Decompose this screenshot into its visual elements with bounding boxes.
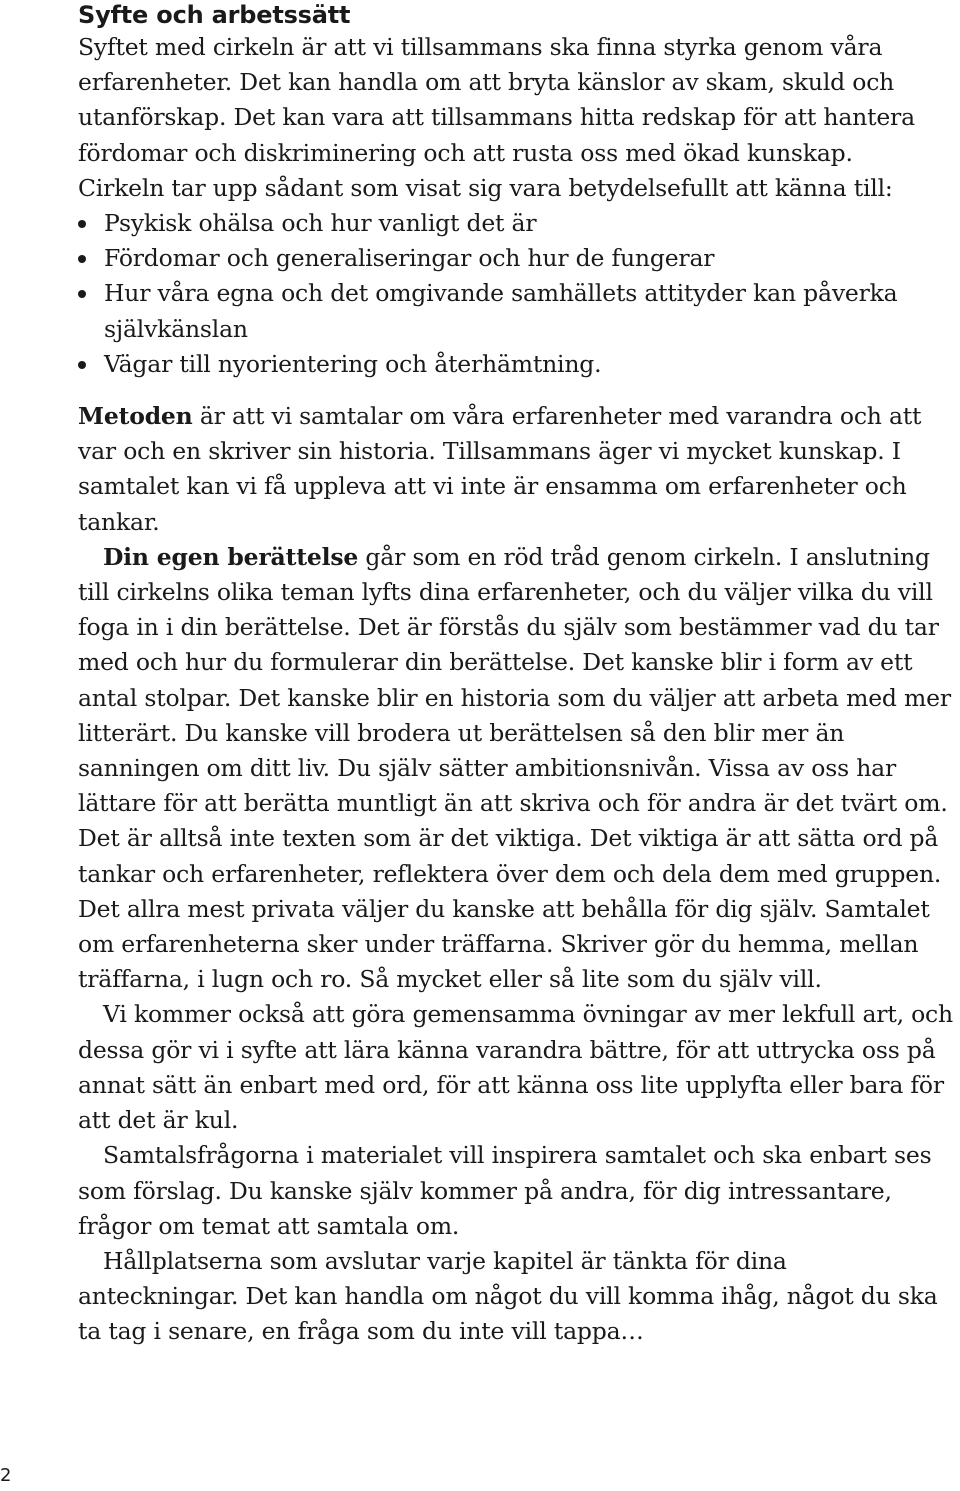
method-lead: Metoden [78,402,193,431]
story-paragraph [78,540,954,998]
list-item-text: Psykisk ohälsa och hur vanligt det är [104,209,537,238]
intro-paragraph: Syftet med cirkeln är att vi tillsammans ska finna styrka genom våra erfarenheter. Det kan handla om att bryta känslor av skam, skuld och utanförskap. Det kan vara att tillsammans hitta redskap för att hantera fördomar och diskriminering och att rusta oss med ökad kunskap. [78,33,915,167]
story-text: går som en röd tråd genom cirkeln. I anslutning till cirkelns olika teman lyfts dina erfarenheter, och du väljer vilka du vill foga in i din berättelse. Det är förstås du själv som bestämmer vad du tar med och hur du formulerar din berättelse. Det kanske blir i form av ett antal stolpar. Det kanske blir en historia som du väljer att arbeta med mer litterärt. Du kanske vill brodera ut berättelsen så den blir mer än sanningen om ditt liv. Du själv sätter ambitionsnivån. Vissa av oss har lättare för att berätta muntligt än att skriva och för andra är det tvärt om. Det är alltså inte texten som är det viktiga. Det viktiga är att sätta ord på tankar och erfarenheter, reflektera över dem och dela dem med gruppen. Det allra mest privata väljer du kanske att behålla för dig själv. Samtalet om erfarenheterna sker under träffarna. Skriver gör du hemma, mellan träffarna, i lugn och ro. Så mycket eller så lite som du själv vill. [78,542,951,994]
questions-paragraph: Samtalsfrågorna i materialet vill inspirera samtalet och ska enbart ses som förslag. Du kanske själv kommer på andra, för dig intressantare, frågor om temat att samtala om. [78,1141,932,1240]
page-number: 2 [0,1465,12,1486]
notes-paragraph: Hållplatserna som avslutar varje kapitel är tänkta för dina anteckningar. Det kan handla om något du vill komma ihåg, något du ska ta tag i senare, en fråga som du inte vill tappa… [78,1246,938,1346]
list-item-text: Vägar till nyorientering och återhämtning. [104,349,602,378]
method-text: är att vi samtalar om våra erfarenheter med varandra och att var och en skriver sin historia. Tillsammans äger vi mycket kunskap. I samtalet kan vi få uppleva att vi inte är ensamma om erfarenheter och tankar. [78,402,922,536]
list-item [78,276,954,346]
list-item [78,206,954,241]
section-heading: Syfte och arbetssätt [78,1,351,29]
topics-list [78,206,954,382]
bullet-icon [78,290,86,298]
bullet-icon [78,255,86,263]
list-item [78,241,954,276]
bullet-icon [78,220,86,228]
list-item [78,347,954,382]
story-lead: Din egen berättelse [103,542,359,571]
exercises-paragraph: Vi kommer också att göra gemensamma övningar av mer lekfull art, och dessa gör vi i syfte att lära känna varandra bättre, för att uttrycka oss på annat sätt än enbart med ord, för att känna oss lite upplyfta eller bara för att det är kul. [78,1000,953,1135]
list-item-text: Fördomar och generaliseringar och hur de fungerar [104,244,715,273]
list-item-text: Hur våra egna och det omgivande samhällets attityder kan påverka självkänslan [104,279,898,343]
bullet-icon [78,361,86,369]
method-paragraph [78,399,954,540]
topics-intro: Cirkeln tar upp sådant som visat sig vara betydelsefullt att känna till: [78,173,893,202]
document-page [78,0,954,1350]
